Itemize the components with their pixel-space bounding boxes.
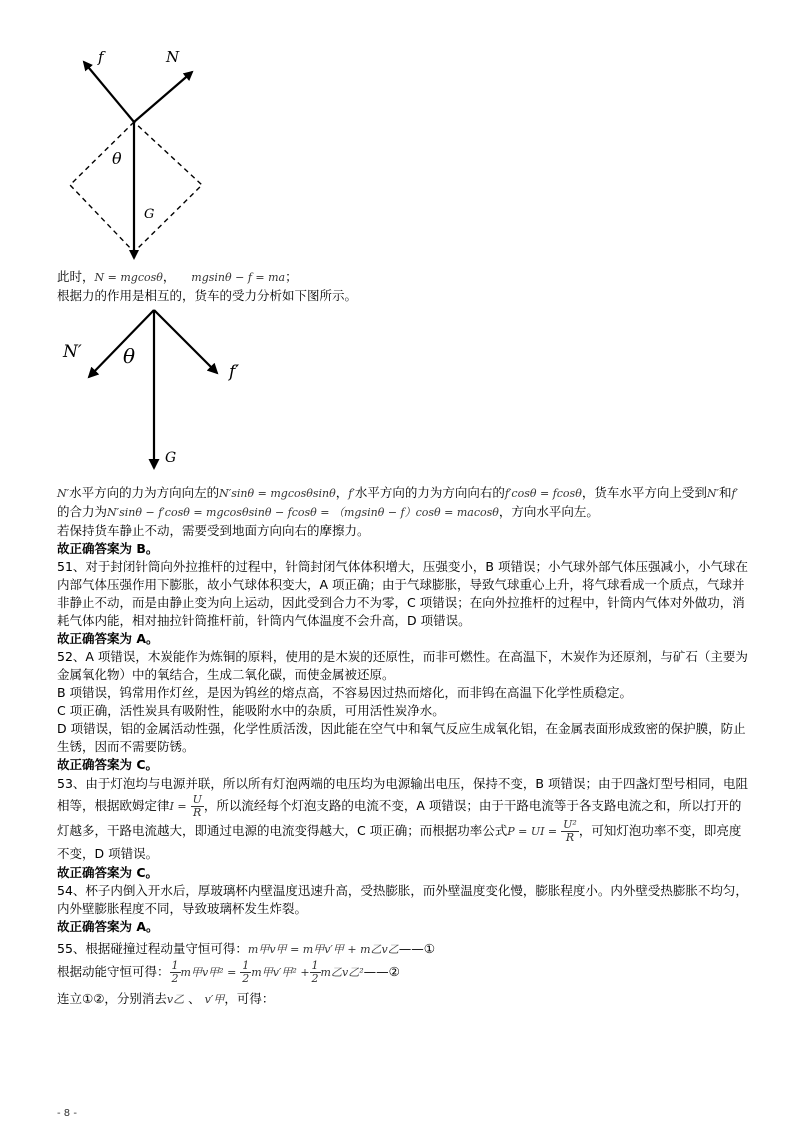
power-fraction: $\frac{\text{U²}}{R}$ (563, 818, 577, 844)
answer-line: 故正确答案为 A。 (57, 919, 159, 934)
label-N: N (166, 48, 180, 66)
dashed-parallelogram (70, 122, 202, 252)
text-block-1 (57, 268, 748, 305)
friction-prime-arrow (154, 310, 217, 373)
label-f: f (98, 48, 104, 66)
label-f-prime: f′ (229, 362, 240, 382)
question-54: 54、杯子内倒入开水后，厚玻璃杯内壁温度迅速升高，受热膨胀，而外壁温度变化慢，膨胀程度小。内外壁受热膨胀不均匀，内外壁膨胀程度不同，导致玻璃杯发生炸裂。 (57, 883, 748, 916)
equation-line: 此时，N = mgcosθ， mgsinθ − f = ma； (57, 269, 298, 284)
normal-arrow (134, 72, 192, 122)
text-block-2 (57, 484, 748, 1009)
label-G: G (144, 207, 155, 222)
friction-paragraph: 若保持货车静止不动，需要受到地面方向向右的摩擦力。 (57, 523, 370, 538)
label-G-2: G (165, 450, 177, 466)
ohm-fraction: $\frac{U}{R}$ (192, 793, 202, 819)
question-52-d: D 项错误，铝的金属活动性强，化学性质活泼，因此能在空气中和氧气反应生成氧化铝，在金属表面形成致密的保护膜，防止生锈，因而不需要防锈。 (57, 721, 746, 754)
normal-prime-arrow (89, 310, 154, 377)
question-52-c: C 项正确，活性炭具有吸附性，能吸附水中的杂质，可用活性炭净水。 (57, 703, 445, 718)
force-diagram-1 (62, 40, 212, 265)
question-51: 51、对于封闭针筒向外拉推杆的过程中，针筒封闭气体体积增大，压强变小，B 项错误；小气球外部气体压强减小，小气球在内部气体压强作用下膨胀，故小气球体积变大，A 项正确；由于气球膨胀，导致气球重心上升，将气球看成一个质点，气球并非静止不动，而是由静止变为向上运动，因此受到合力不为零，C 项错误；在向外拉推杆的过程中，针筒内气体对外做功，消耗气体内能，相对抽拉针筒推杆前，针筒内气体温度不会升高，D 项错误。 (57, 559, 748, 628)
question-55-line-3: 连立①②，分别消去v乙 、 v′甲，可得： (57, 991, 275, 1006)
answer-line: 故正确答案为 A。 (57, 631, 159, 646)
label-theta: θ (112, 149, 122, 168)
force-analysis-paragraph: N′水平方向的力为方向向左的N′sinθ = mgcosθsinθ，f′水平方向的力为方向向右的f′cosθ = fcosθ，货车水平方向上受到N′和f′的合力为N′sinθ − f′cosθ = mgcosθsinθ − fcosθ = （mgsinθ − f）cosθ = macosθ，方向水平向左。 (57, 485, 739, 519)
answer-line: 故正确答案为 B。 (57, 541, 159, 556)
question-52-b: B 项错误，钨常用作灯丝，是因为钨丝的熔点高，不容易因过热而熔化，而非钨在高温下化学性质稳定。 (57, 685, 633, 700)
label-N-prime: N′ (63, 342, 82, 362)
question-52-a: 52、A 项错误，木炭能作为炼铜的原料，使用的是木炭的还原性，而非可燃性。在高温下，木炭作为还原剂，与矿石（主要为金属氧化物）中的氧结合，生成二氧化碳，而使金属被还原。 (57, 649, 748, 682)
answer-line: 故正确答案为 C。 (57, 865, 159, 880)
friction-arrow (84, 62, 134, 122)
label-theta-2: θ (123, 344, 136, 368)
answer-line: 故正确答案为 C。 (57, 757, 159, 772)
question-55-line-2: 根据动能守恒可得： $\frac{1}{2}$ m甲v甲² = $\frac{1}{2}$ m甲v′甲² + $\frac{1}{2}$ m乙v乙²——② (57, 959, 400, 985)
question-55-line-1: 55、根据碰撞过程动量守恒可得：m甲v甲 = m甲v′甲 + m乙v乙——① (57, 941, 435, 956)
page-number: - 8 - (57, 1108, 77, 1119)
question-53: 53、由于灯泡均与电源并联，所以所有灯泡两端的电压均为电源输出电压，保持不变，B 项错误；由于四盏灯型号相同，电阻相等，根据欧姆定律I = $\frac{U}{R}$ ，所以流经每个灯泡支路的电流不变，A 项错误；由于干路电流等于各支路电流之和，所以打开的灯越多，干路电流越大，即通过电源的电流变得越大，C 项正确；而根据功率公式P = UI = $\frac{\text{U²}}{R}$ ，可知灯泡功率不变，即亮度不变，D 项错误。 (57, 776, 748, 861)
force-diagram-2 (57, 305, 257, 475)
intro-paragraph: 根据力的作用是相互的，货车的受力分析如下图所示。 (57, 288, 358, 303)
